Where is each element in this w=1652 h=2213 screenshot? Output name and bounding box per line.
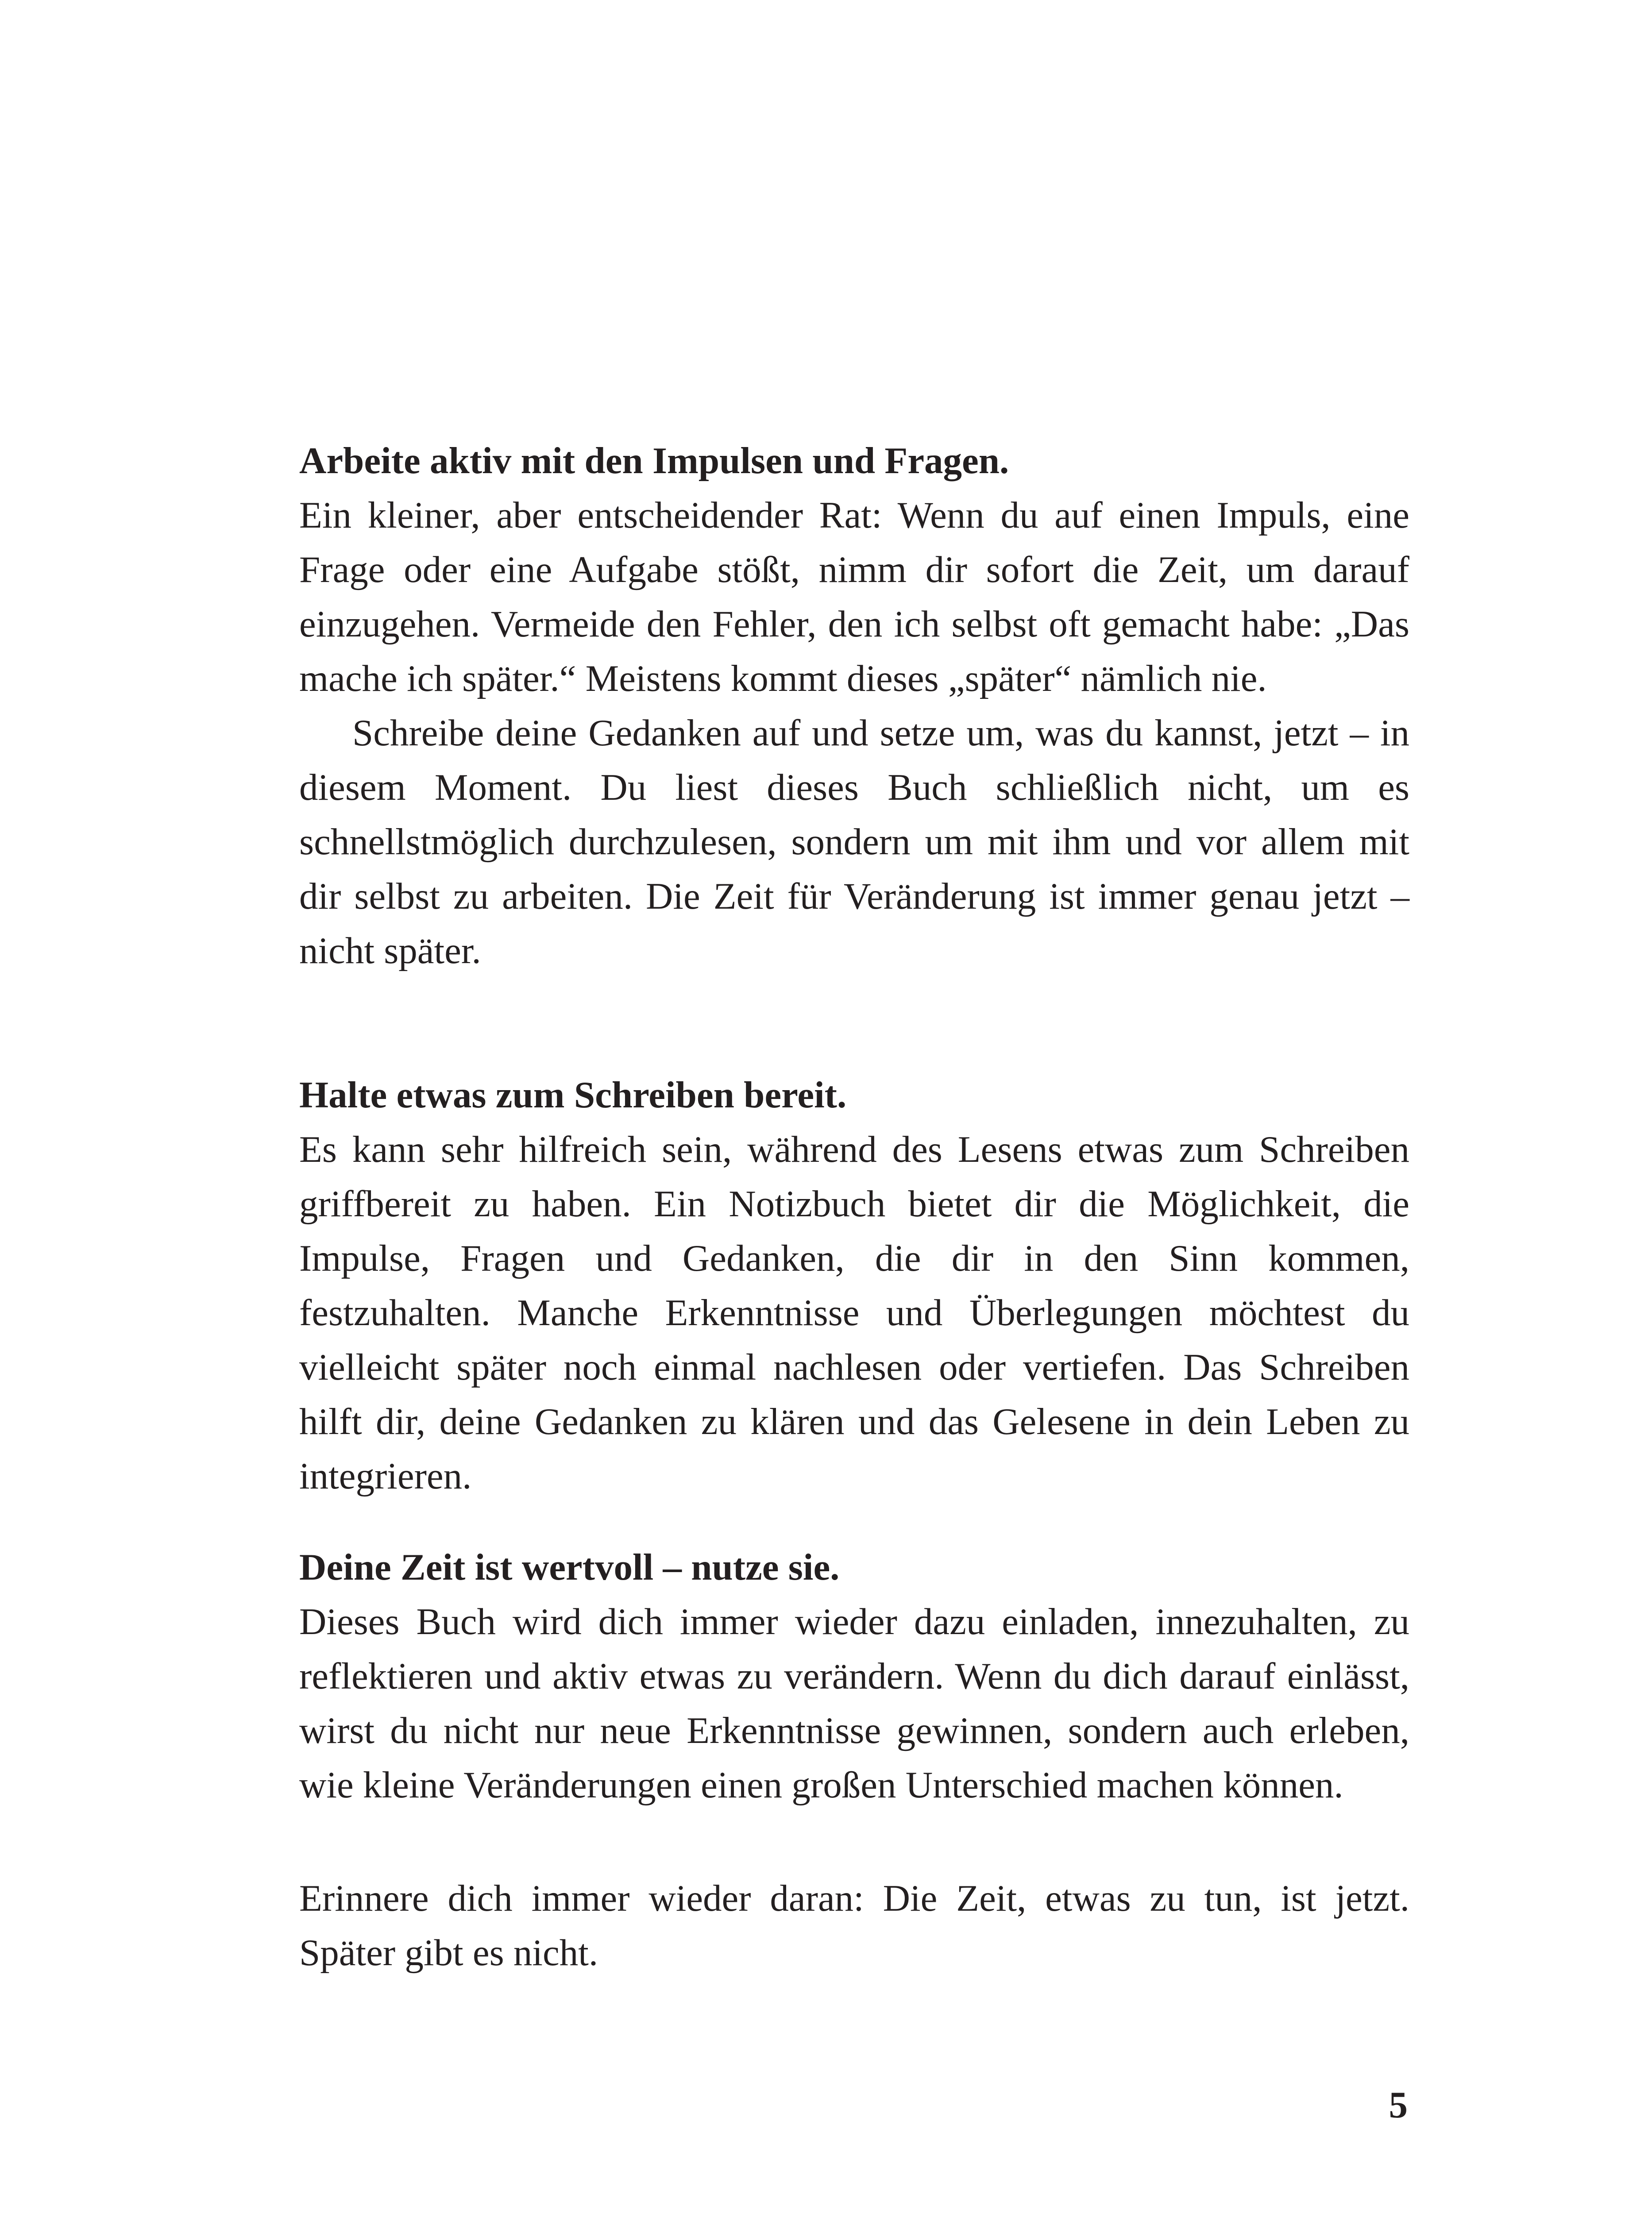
paragraph: Es kann sehr hilfreich sein, während des Lesens etwas zum Schreiben griffbereit zu haben. Ein Notizbuch bietet dir die Möglichkeit, die Impulse, Fragen und Gedanken, die dir in den Sinn kommen, festzuhalten. Manche Erkenntnisse und Überlegungen möchtest du vielleicht später noch einmal nachlesen oder vertiefen. Das Schreiben hilft dir, deine Gedanken zu klären und das Gelesene in dein Leben zu integrieren. [299,1129,1409,1497]
section-heading: Halte etwas zum Schreiben bereit. [299,1074,847,1116]
section-impulse [299,434,1409,978]
paragraph: Schreibe deine Gedanken auf und setze um, was du kannst, jetzt – in diesem Moment. Du liest dieses Buch schließlich nicht, um es schnellstmöglich durchzulesen, sondern um mit ihm und vor allem mit dir selbst zu arbeiten. Die Zeit für Veränderung ist immer genau jetzt – nicht später. [299,712,1409,972]
section-heading: Deine Zeit ist wertvoll – nutze sie. [299,1546,840,1588]
section-closing [299,1871,1409,1980]
section-heading: Arbeite aktiv mit den Impulsen und Fragen. [299,440,1009,482]
section-time [299,1540,1409,1812]
page-number: 5 [1389,2084,1408,2126]
section-writing [299,1068,1409,1504]
paragraph: Erinnere dich immer wieder daran: Die Zeit, etwas zu tun, ist jetzt. Später gibt es nicht. [299,1878,1409,1974]
paragraph: Dieses Buch wird dich immer wieder dazu einladen, innezuhalten, zu reflektieren und aktiv etwas zu verändern. Wenn du dich darauf einlässt, wirst du nicht nur neue Erkenntnisse gewinnen, sondern auch erleben, wie kleine Veränderungen einen großen Unterschied machen können. [299,1601,1409,1806]
paragraph: Ein kleiner, aber entscheidender Rat: Wenn du auf einen Impuls, eine Frage oder eine Aufgabe stößt, nimm dir sofort die Zeit, um darauf einzugehen. Vermeide den Fehler, den ich selbst oft gemacht habe: „Das mache ich später.“ Meistens kommt dieses „später“ nämlich nie. [299,494,1409,699]
